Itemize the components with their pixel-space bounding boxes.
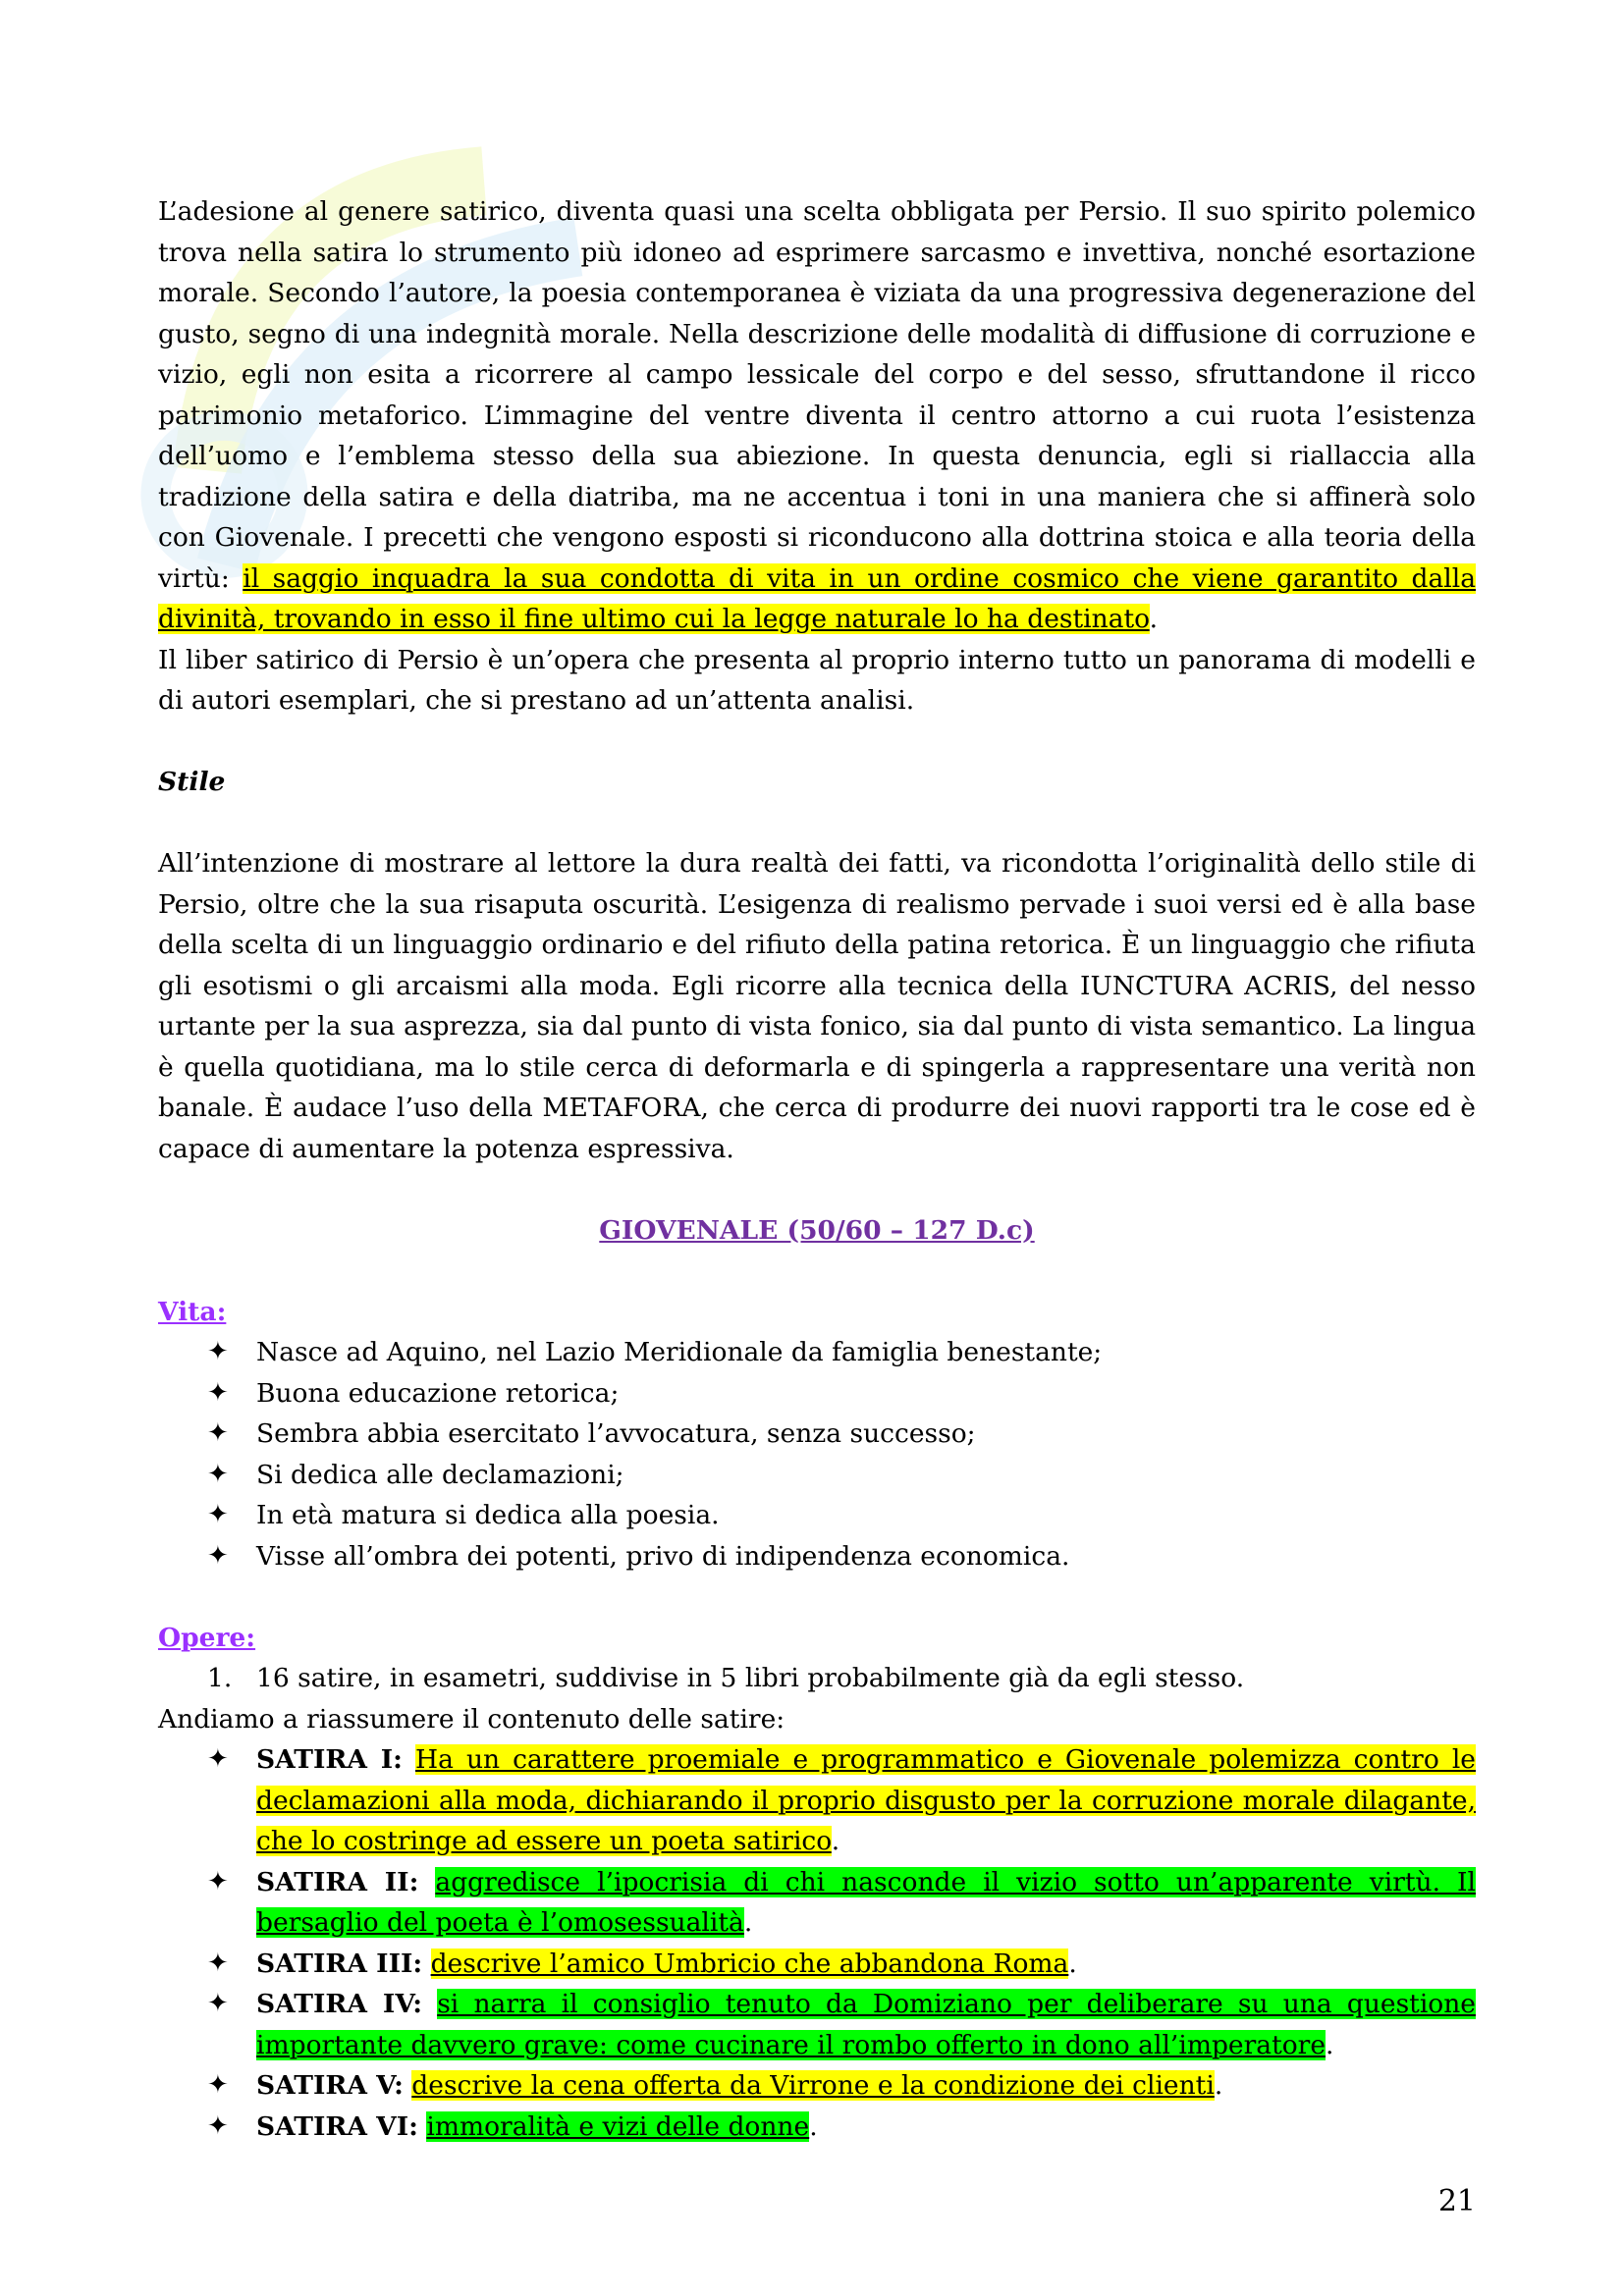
- vita-list: [158, 1332, 1476, 1576]
- star-bullet-icon: ✦: [207, 1377, 229, 1408]
- list-item: ✦ SATIRA IV: si narra il consiglio tenuto da Domiziano per deliberare su una questione importante davvero grave: come cucinare il rombo offerto in dono all’imperatore.: [158, 1984, 1476, 2065]
- stile-heading: Stile: [158, 767, 226, 797]
- list-item: ✦ Buona educazione retorica;: [158, 1373, 1476, 1415]
- intro-paragraph-2: Il liber satirico di Persio è un’opera che presenta al proprio interno tutto un panorama di modelli e di autori esemplari, che si prestano ad un’attenta analisi.: [158, 644, 1476, 716]
- star-bullet-icon: ✦: [207, 1418, 229, 1448]
- star-bullet-icon: ✦: [207, 2070, 229, 2100]
- list-item: 1. 16 satire, in esametri, suddivise in 5 libri probabilmente già da egli stesso.: [207, 1663, 1245, 1693]
- star-bullet-icon: ✦: [207, 1540, 229, 1571]
- page-content: [158, 191, 1476, 2147]
- star-bullet-icon: ✦: [207, 1500, 229, 1529]
- list-item: ✦ SATIRA III: descrive l’amico Umbricio che abbandona Roma.: [158, 1944, 1476, 1985]
- star-bullet-icon: ✦: [207, 1866, 229, 1896]
- list-item: ✦ SATIRA VI: immoralità e vizi delle donne.: [158, 2107, 1476, 2148]
- highlight-saggio: il saggio inquadra la sua condotta di vita in un ordine cosmico che viene garantito dalla divinità, trovando in esso il fine ultimo cui la legge naturale lo ha destinato: [158, 562, 1476, 634]
- giovenale-title: GIOVENALE (50/60 – 127 D.c): [599, 1214, 1035, 1246]
- list-item: ✦ Visse all’ombra dei potenti, privo di indipendenza economica.: [158, 1536, 1476, 1577]
- satire-list: [158, 1739, 1476, 2147]
- list-item: ✦ SATIRA II: aggredisce l’ipocrisia di chi nasconde il vizio sotto un’apparente virtù. Il bersaglio del poeta è l’omosessualità.: [158, 1862, 1476, 1944]
- list-item: ✦ Si dedica alle declamazioni;: [158, 1455, 1476, 1496]
- list-item: ✦ SATIRA V: descrive la cena offerta da Virrone e la condizione dei clienti.: [158, 2065, 1476, 2107]
- star-bullet-icon: ✦: [207, 1989, 229, 2018]
- satire-intro: Andiamo a riassumere il contenuto delle satire:: [158, 1703, 785, 1735]
- list-item: ✦ SATIRA I: Ha un carattere proemiale e programmatico e Giovenale polemizza contro le declamazioni alla moda, dichiarando il proprio disgusto per la corruzione morale dilagante, che lo costringe ad essere un poeta satirico.: [158, 1739, 1476, 1862]
- vita-label: Vita:: [158, 1296, 227, 1327]
- star-bullet-icon: ✦: [207, 1337, 229, 1366]
- stile-paragraph: All’intenzione di mostrare al lettore la dura realtà dei fatti, va ricondotta l’originalità dello stile di Persio, oltre che la sua risaputa oscurità. L’esigenza di realismo pervade i suoi versi ed è alla base della scelta di un linguaggio ordinario e del rifiuto della patina retorica. È un linguaggio che rifiuta gli esotismi o gli arcaismi alla moda. Egli ricorre alla tecnica della IUNCTURA ACRIS, del nesso urtante per la sua asprezza, sia dal punto di vista fonico, sia dal punto di vista semantico. La lingua è quella quotidiana, ma lo stile cerca di deformarla e di spingerla a rappresentare una verità non banale. È audace l’uso della METAFORA, che cerca di produrre dei nuovi rapporti tra le cose ed è capace di aumentare la potenza espressiva.: [158, 848, 1476, 1164]
- page-number: 21: [1437, 2184, 1476, 2218]
- star-bullet-icon: ✦: [207, 1744, 229, 1774]
- list-item: ✦ Nasce ad Aquino, nel Lazio Meridionale da famiglia benestante;: [158, 1332, 1476, 1373]
- star-bullet-icon: ✦: [207, 2110, 229, 2141]
- list-item: ✦ Sembra abbia esercitato l’avvocatura, senza successo;: [158, 1414, 1476, 1455]
- opere-label: Opere:: [158, 1622, 256, 1653]
- star-bullet-icon: ✦: [207, 1459, 229, 1489]
- intro-paragraph: L’adesione al genere satirico, diventa quasi una scelta obbligata per Persio. Il suo spirito polemico trova nella satira lo strumento più idoneo ad esprimere sarcasmo e invettiva, nonché esortazione morale. Secondo l’autore, la poesia contemporanea è viziata da una progressiva degenerazione del gusto, segno di una indegnità morale. Nella descrizione delle modalità di diffusione di corruzione e vizio, egli non esita a ricorrere al campo lessicale del corpo e del sesso, sfruttandone il ricco patrimonio metaforico. L’immagine del ventre diventa il centro attorno a cui ruota l’esistenza dell’uomo e l’emblema stesso della sua abiezione. In questa denuncia, egli si riallaccia alla tradizione della satira e della diatriba, ma ne accentua i toni in una maniera che si affinerà solo con Giovenale. I precetti che vengono esposti si riconducono alla dottrina stoica e alla teoria della virtù: il saggio inquadra la sua condotta di vita in un ordine cosmico che viene garantito dalla divinità, trovando in esso il fine ultimo cui la legge naturale lo ha destinato.: [158, 196, 1476, 634]
- list-item: ✦ In età matura si dedica alla poesia.: [158, 1495, 1476, 1536]
- star-bullet-icon: ✦: [207, 1948, 229, 1978]
- opere-list: [158, 1658, 1476, 1699]
